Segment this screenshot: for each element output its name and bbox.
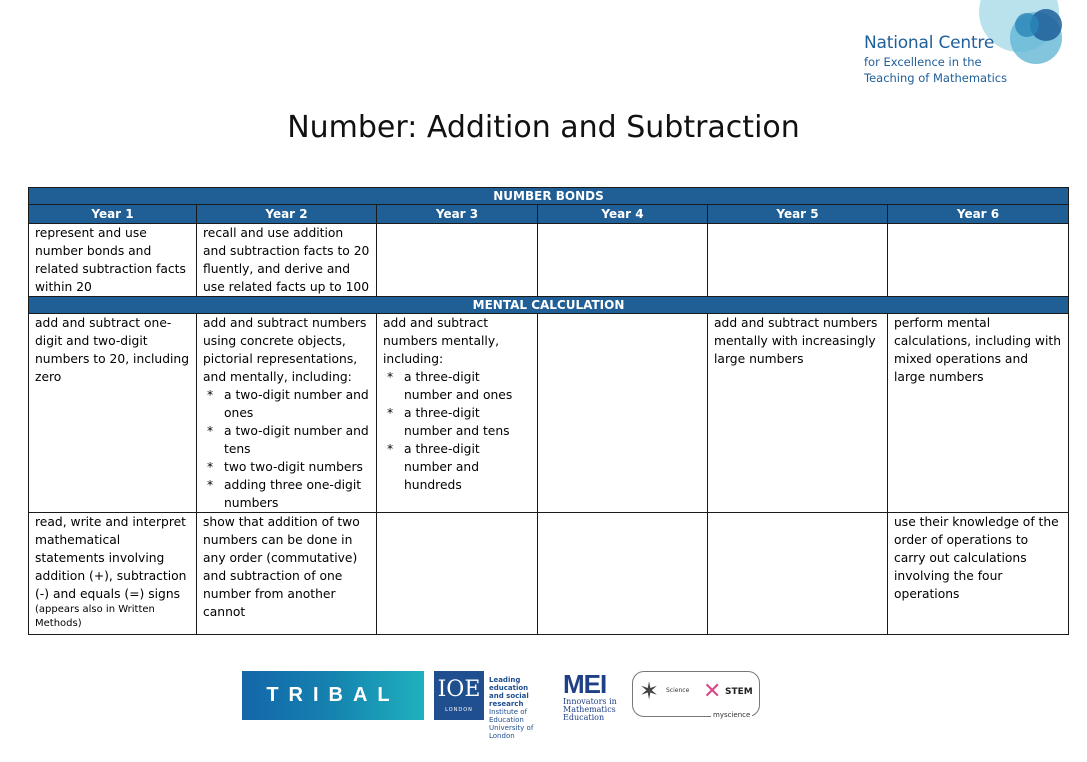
statements-year-5 [708,513,888,635]
bonds-year-2: recall and use addition and subtraction facts to 20 fluently, and derive and use related facts up to 100 [197,224,377,297]
bonds-year-3 [377,224,538,297]
year-6-header: Year 6 [888,205,1069,224]
table-row [29,513,1069,635]
mental-year-2-list [203,386,370,512]
section-mental-calculation: MENTAL CALCULATION [29,297,1069,314]
mental-year-6: perform mental calculations, including with mixed operations and large numbers [888,314,1069,513]
mental-year-5: add and subtract numbers mentally with increasingly large numbers [708,314,888,513]
mental-year-3 [377,314,538,513]
list-item: * a two-digit number and ones [203,386,370,422]
year-4-header: Year 4 [538,205,708,224]
mei-logo-mark: MEI [563,669,607,699]
ioe-logo [434,671,484,720]
statements-year-1-note: (appears also in Written Methods) [35,604,155,629]
ioe-tagline [489,676,559,740]
mei-tagline-3: Education [563,713,605,722]
ioe-tagline-3: Institute of Education [489,708,528,724]
ioe-tagline-1: Leading education [489,676,529,692]
mental-year-1: add and subtract one-digit and two-digit numbers to 20, including zero [29,314,197,513]
section-header-row [29,297,1069,314]
ncetm-title: National Centre [864,33,995,53]
year-header-row [29,205,1069,224]
science-label: Science [666,687,690,694]
mei-logo [563,670,625,722]
bonds-year-5 [708,224,888,297]
list-item: * adding three one-digit numbers [203,476,370,512]
bonds-year-1: represent and use number bonds and related subtraction facts within 20 [29,224,197,297]
mei-tagline-2: Mathematics [563,705,616,714]
mental-year-3-intro: add and subtract numbers mentally, including: [383,316,500,366]
list-item: * a three-digit number and tens [383,404,531,440]
mental-year-2 [197,314,377,513]
mei-tagline-1: Innovators in [563,697,617,706]
list-item: * two two-digit numbers [203,458,370,476]
page-title: Number: Addition and Subtraction [287,110,800,145]
mental-year-2-intro: add and subtract numbers using concrete objects, pictorial representations, and mentally, including: [203,316,367,384]
statements-year-1-text: read, write and interpret mathematical statements involving addition (+), subtraction (-) and equals (=) signs [35,515,187,601]
statements-year-3 [377,513,538,635]
year-3-header: Year 3 [377,205,538,224]
curriculum-table [28,187,1069,635]
stem-label: STEM [725,687,753,697]
year-1-header: Year 1 [29,205,197,224]
list-item: * a three-digit number and hundreds [383,440,531,494]
section-header-row [29,188,1069,205]
list-item: * a two-digit number and tens [203,422,370,458]
bonds-year-6 [888,224,1069,297]
statements-year-2: show that addition of two numbers can be done in any order (commutative) and subtraction of one number from another cannot [197,513,377,635]
bonds-year-4 [538,224,708,297]
stem-x-icon: ✕ [703,679,722,704]
myscience-label: myscience [713,711,751,719]
list-item: * a three-digit number and ones [383,368,531,404]
ioe-logo-mark: IOE [437,677,481,702]
ioe-tagline-4: University of London [489,724,534,740]
science-star-icon: ✶ [639,677,660,705]
statements-year-4 [538,513,708,635]
ioe-tagline-2: and social research [489,692,529,708]
section-number-bonds: NUMBER BONDS [29,188,1069,205]
year-5-header: Year 5 [708,205,888,224]
statements-year-1 [29,513,197,635]
mental-year-3-list [383,368,531,494]
table-row [29,224,1069,297]
stem-logo [632,671,760,717]
statements-year-6: use their knowledge of the order of operations to carry out calculations involving the four operations [888,513,1069,635]
ncetm-logo [864,0,1064,90]
ioe-logo-london: LONDON [445,707,473,713]
tribal-logo: TRIBAL [242,671,424,720]
mental-year-4 [538,314,708,513]
ncetm-subtitle-2: Teaching of Mathematics [864,71,1008,85]
ncetm-subtitle-1: for Excellence in the [864,55,982,69]
table-row [29,314,1069,513]
year-2-header: Year 2 [197,205,377,224]
